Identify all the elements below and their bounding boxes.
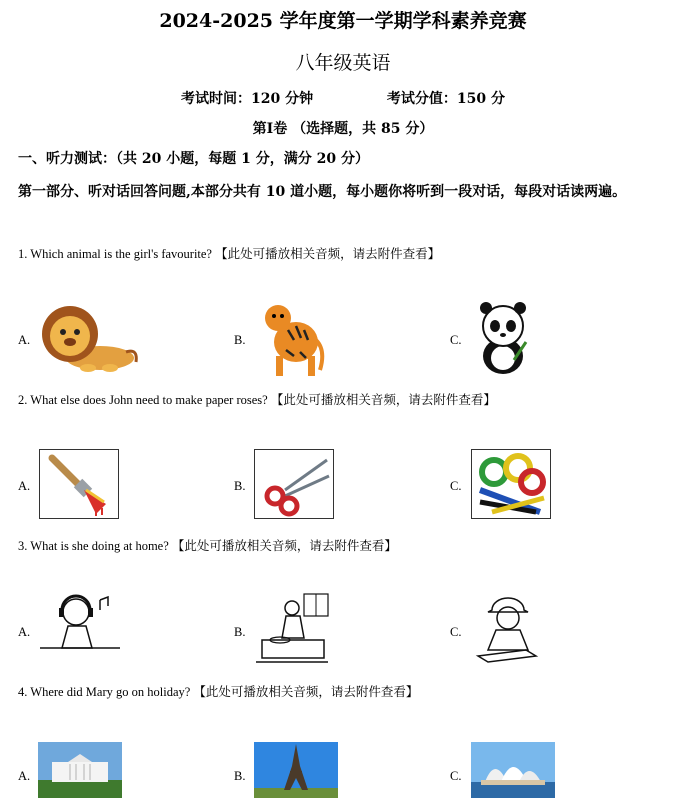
section-heading: 一、听力测试：（共 20 小题，每题 1 分，满分 20 分） xyxy=(18,151,369,167)
lion-icon xyxy=(38,300,140,378)
option-label: B. xyxy=(234,479,246,493)
volume-heading: 第Ⅰ卷 （选择题，共 85 分） xyxy=(252,121,434,137)
option-label: C. xyxy=(450,479,462,493)
panda-icon xyxy=(470,300,536,378)
option-label: C. xyxy=(450,333,462,347)
white-house-icon xyxy=(38,742,122,798)
option-label: A. xyxy=(18,479,31,493)
exam-subtitle: 八年级英语 xyxy=(295,52,391,74)
option-label: A. xyxy=(18,333,31,347)
exam-title: 2024-2025 学年度第一学期学科素养竞赛 xyxy=(159,10,527,32)
tape-rolls-icon xyxy=(471,449,551,519)
option-label: B. xyxy=(234,625,246,639)
tiger-icon xyxy=(258,300,326,378)
eiffel-tower-icon xyxy=(254,742,338,798)
option-label: C. xyxy=(450,769,462,783)
option-label: A. xyxy=(18,625,31,639)
question-2: 2. What else does John need to make paper roses? 【此处可播放相关音频，请去附件查看】 xyxy=(18,393,496,407)
exam-info xyxy=(0,88,686,108)
exam-score: 考试分值：150 分 xyxy=(386,91,505,107)
question-4: 4. Where did Mary go on holiday? 【此处可播放相关音频，请去附件查看】 xyxy=(18,685,419,699)
question-1: 1. Which animal is the girl's favourite? 【此处可播放相关音频，请去附件查看】 xyxy=(18,247,441,261)
question-3: 3. What is she doing at home? 【此处可播放相关音频，请去附件查看】 xyxy=(18,539,397,553)
girl-writing-icon xyxy=(474,594,540,668)
option-label: B. xyxy=(234,333,246,347)
exam-time: 考试时间：120 分钟 xyxy=(181,91,314,107)
section-instructions: 第一部分、听对话回答问题,本部分共有 10 道小题，每小题你将听到一段对话，每段对话读两遍。 xyxy=(18,184,627,200)
option-label: A. xyxy=(18,769,31,783)
option-label: B. xyxy=(234,769,246,783)
girl-listening-music-icon xyxy=(40,592,124,664)
option-label: C. xyxy=(450,625,462,639)
woman-cooking-icon xyxy=(256,592,332,668)
paintbrush-icon xyxy=(39,449,119,519)
sydney-opera-house-icon xyxy=(471,742,555,798)
scissors-icon xyxy=(254,449,334,519)
